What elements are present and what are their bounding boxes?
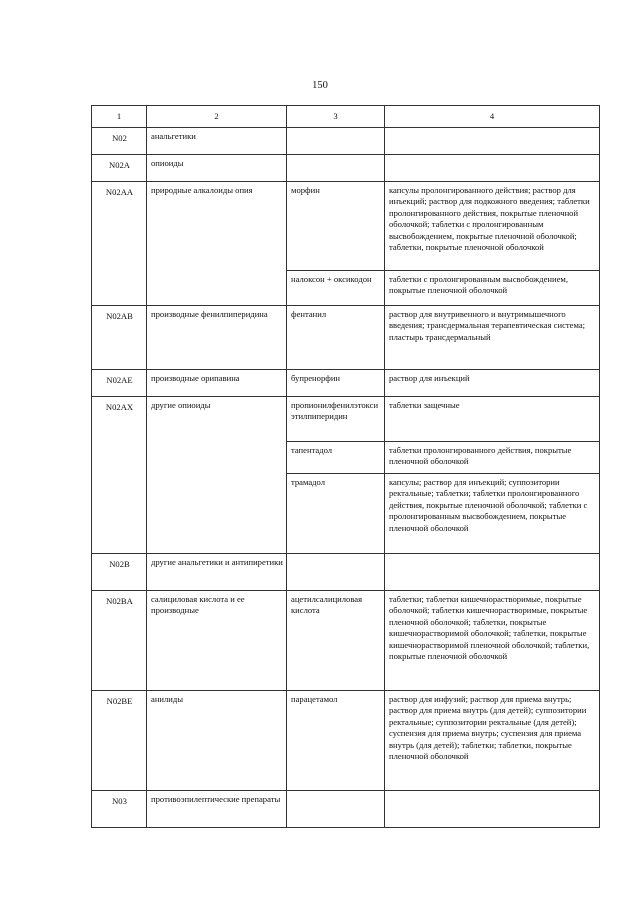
column-header-2: 2 [147,106,287,128]
column-header-1: 1 [92,106,147,128]
group-name: анилиды [147,691,287,791]
group-name: опиоиды [147,155,287,182]
drug-table [91,105,600,828]
atc-code: N02AB [92,306,147,370]
table-row [92,691,600,791]
atc-code: N02AA [92,182,147,306]
table-row [92,370,600,397]
table-row [92,155,600,182]
substance-name: трамадол [287,474,385,554]
group-name: другие опиоиды [147,397,287,554]
dosage-forms: раствор для инфузий; раствор для приема внутрь; раствор для приема внутрь (для детей); суппозитории ректальные; суппозитории ректальные (для детей); суспензия для приема внутрь; суспензия для приема внутрь (для детей); таблетки; таблетки, покрытые пленочной оболочкой [385,691,600,791]
table-row [92,397,600,442]
substance-name [287,128,385,155]
atc-code: N03 [92,791,147,828]
substance-name [287,554,385,591]
dosage-forms [385,155,600,182]
group-name: производные фенилпиперидина [147,306,287,370]
dosage-forms: раствор для внутривенного и внутримышечного введения; трансдермальная терапевтическая система; пластырь трансдермальный [385,306,600,370]
column-header-3: 3 [287,106,385,128]
atc-code: N02BA [92,591,147,691]
dosage-forms: таблетки; таблетки кишечнорастворимые, покрытые оболочкой; таблетки кишечнорастворимые, покрытые пленочной оболочкой; таблетки, покрытые кишечнорастворимой оболочкой; таблетки, покрытые кишечнорастворимой пленочной оболочкой; таблетки, покрытые пленочной оболочкой [385,591,600,691]
table-row [92,128,600,155]
column-header-4: 4 [385,106,600,128]
dosage-forms [385,791,600,828]
page-number: 150 [312,80,328,91]
dosage-forms [385,128,600,155]
atc-code: N02AE [92,370,147,397]
dosage-forms [385,554,600,591]
dosage-forms: таблетки пролонгированного действия, покрытые пленочной оболочкой [385,442,600,474]
dosage-forms: капсулы пролонгированного действия; раствор для инъекций; раствор для подкожного введения; таблетки пролонгированного действия, покрытые пленочной оболочкой; таблетки с пролонгированным высвобождением, покрытые пленочной оболочкой; таблетки, покрытые пленочной оболочкой [385,182,600,271]
dosage-forms: таблетки с пролонгированным высвобождением, покрытые пленочной оболочкой [385,271,600,306]
group-name: салициловая кислота и ее производные [147,591,287,691]
atc-code: N02B [92,554,147,591]
atc-code: N02AX [92,397,147,554]
table-row [92,591,600,691]
dosage-forms: капсулы; раствор для инъекций; суппозитории ректальные; таблетки; таблетки пролонгированного действия, покрытые пленочной оболочкой; таблетки с пролонгированным высвобождением, покрытые пленочной оболочкой [385,474,600,554]
substance-name: бупренорфин [287,370,385,397]
atc-code: N02BE [92,691,147,791]
substance-name: налоксон + оксикодон [287,271,385,306]
substance-name [287,155,385,182]
table-row [92,306,600,370]
table-row [92,791,600,828]
dosage-forms: раствор для инъекций [385,370,600,397]
group-name: производные орипавина [147,370,287,397]
group-name: противоэпилептические препараты [147,791,287,828]
group-name: другие анальгетики и антипиретики [147,554,287,591]
substance-name: морфин [287,182,385,271]
substance-name: пропионилфенилэтоксиэтилпиперидин [287,397,385,442]
substance-name: парацетамол [287,691,385,791]
table-row [92,182,600,271]
substance-name [287,791,385,828]
atc-code: N02A [92,155,147,182]
group-name: анальгетики [147,128,287,155]
substance-name: ацетилсалициловая кислота [287,591,385,691]
table-header-row [92,106,600,128]
dosage-forms: таблетки защечные [385,397,600,442]
substance-name: тапентадол [287,442,385,474]
table-row [92,554,600,591]
atc-code: N02 [92,128,147,155]
substance-name: фентанил [287,306,385,370]
group-name: природные алкалоиды опия [147,182,287,306]
